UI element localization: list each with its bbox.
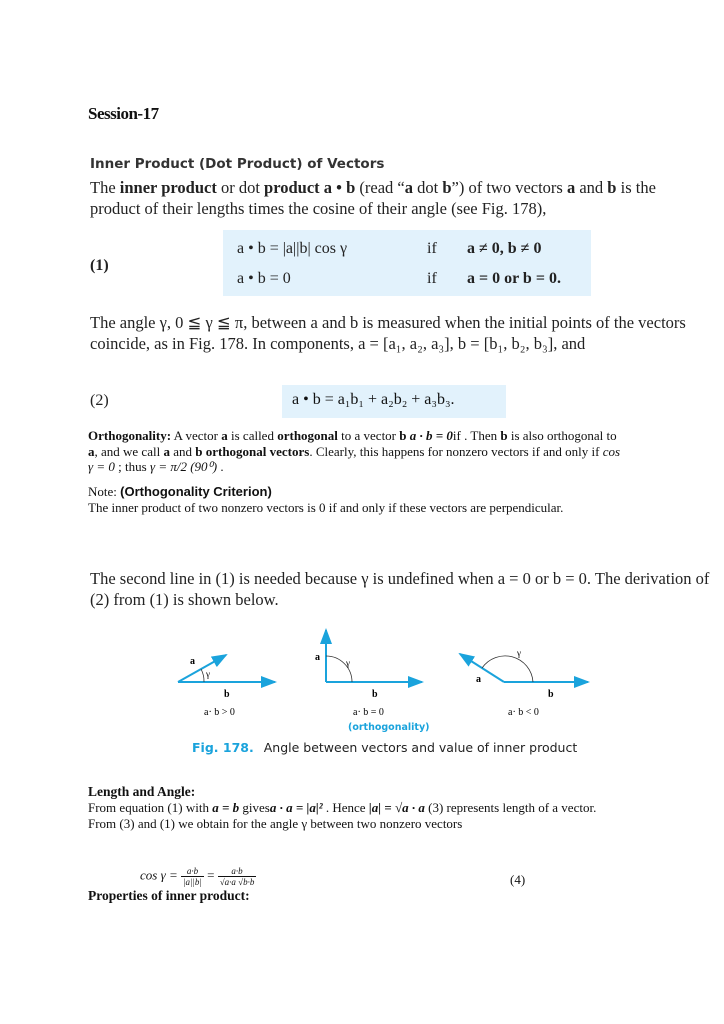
orthogonality-paragraph: Orthogonality: A vector a is called orthogonal to a vector b a · b = 0if . Then b is also orthogonal to a, and we call a and b orthogonal vectors. Clearly, this happens for nonzero vectors if and only if cos γ = 0 ; thus γ = π/2 (90⁰) .: [88, 428, 621, 474]
svg-text:a: a: [315, 652, 320, 663]
equation-2-box: [282, 385, 506, 418]
session-title: Session-17: [88, 104, 159, 123]
note-body: The inner product of two nonzero vectors is 0 if and only if these vectors are perpendicular.: [88, 500, 564, 515]
figure-caption: Fig. 178. Angle between vectors and value of inner product: [192, 740, 578, 755]
svg-text:a· b > 0: a· b > 0: [204, 707, 235, 718]
angle-paragraph: The angle γ, 0 ≦ γ ≦ π, between a and b is measured when the initial points of the vectors coincide, as in Fig. 178. In components, a = [a₁, a₂, a₃], b = [b₁, b₂, b₃], and: [90, 313, 686, 353]
svg-text:a· b < 0: a· b < 0: [508, 707, 539, 718]
intro-paragraph: The inner product or dot product a • b (read “a dot b”) of two vectors a and b is the product of their lengths times the cosine of their angle (see Fig. 178),: [90, 178, 656, 218]
svg-text:(orthogonality): (orthogonality): [348, 722, 430, 733]
svg-text:γ: γ: [206, 669, 210, 679]
second-line-paragraph: The second line in (1) is needed because γ is undefined when a = 0 or b = 0. The derivation of (2) from (1) is shown below.: [90, 569, 710, 609]
svg-text:a· b = 0: a· b = 0: [353, 707, 384, 718]
svg-text:a: a: [476, 674, 481, 685]
svg-text:γ: γ: [517, 648, 521, 658]
svg-text:γ: γ: [346, 658, 350, 668]
svg-text:b: b: [372, 689, 378, 700]
equation-1-number: (1): [90, 257, 109, 274]
note-heading: Note: (Orthogonality Criterion): [88, 484, 272, 499]
svg-text:b: b: [548, 689, 554, 700]
vector-angle-diagrams: [160, 620, 590, 740]
acute-angle-diagram: [178, 655, 275, 718]
equation-2-formula: a • b = a₁b₁ + a₂b₂ + a₃b₃.: [292, 391, 455, 408]
svg-text:a: a: [190, 656, 195, 667]
equation-1-box: a • b = |a||b| cos γ if a ≠ 0, b ≠ 0 a • b = 0 if a = 0 or b = 0.: [223, 230, 591, 296]
section-heading: Inner Product (Dot Product) of Vectors: [90, 156, 385, 172]
cosine-formula: cos γ = $\frac{a\cdot b}{|a||b|}$ = $\frac{a\cdot b}{√a\cdot a √b\cdot b}$: [140, 866, 255, 887]
figure-number: Fig. 178.: [192, 740, 254, 755]
length-angle-body: From equation (1) with a = b givesa · a = |a|² . Hence |a| = √a · a (3) represents length of a vector. From (3) and (1) we obtain for the angle γ between two nonzero vectors: [88, 800, 597, 831]
equation-4-number: (4): [510, 872, 526, 887]
obtuse-angle-diagram: [460, 648, 588, 718]
right-angle-diagram: [315, 630, 429, 733]
length-angle-heading: Length and Angle:: [88, 784, 196, 799]
equation-2-number: (2): [90, 392, 109, 409]
properties-heading: Properties of inner product:: [88, 888, 250, 903]
svg-text:b: b: [224, 689, 230, 700]
